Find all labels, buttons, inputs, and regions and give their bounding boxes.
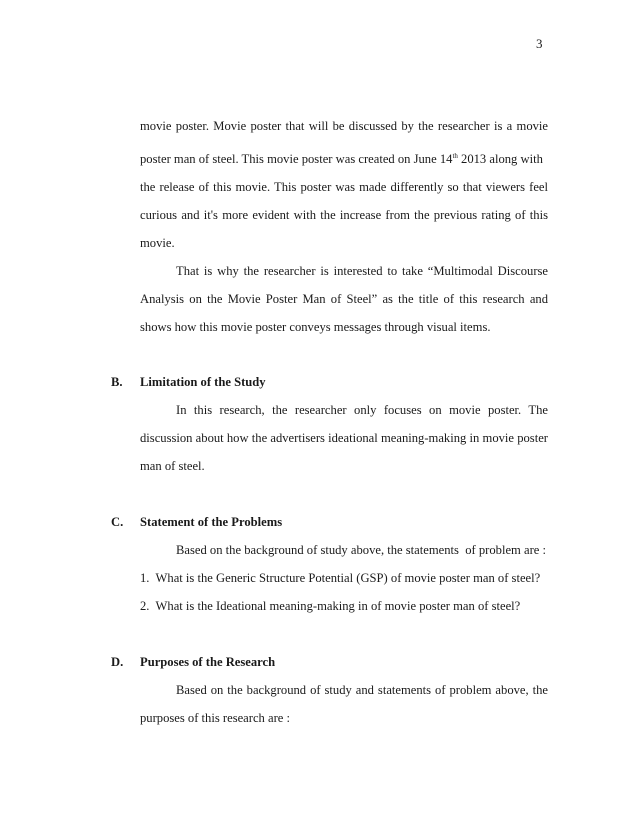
body-line-text: poster man of steel. This movie poster was created on June 14	[140, 152, 453, 166]
list-item: 2. What is the Ideational meaning-making in of movie poster man of steel?	[140, 599, 521, 613]
body-line: man of steel.	[140, 459, 205, 473]
section-title: Limitation of the Study	[140, 375, 266, 389]
body-line	[140, 152, 548, 167]
body-line: purposes of this research are :	[140, 711, 291, 725]
body-line: shows how this movie poster conveys messages through visual items.	[140, 320, 491, 334]
superscript: th	[452, 151, 458, 160]
section-title: Purposes of the Research	[140, 655, 276, 669]
body-line-tail: 2013 along with	[457, 152, 543, 166]
section-title: Statement of the Problems	[140, 515, 283, 529]
body-line: movie poster. Movie poster that will be discussed by the researcher is a movie	[140, 119, 548, 133]
body-line: discussion about how the advertisers ideational meaning-making in movie poster	[140, 431, 548, 445]
section-letter: D.	[111, 655, 124, 669]
body-line: Based on the background of study and statements of problem above, the	[176, 683, 548, 697]
body-line: Analysis on the Movie Poster Man of Steel” as the title of this research and	[140, 292, 548, 306]
list-item: 1. What is the Generic Structure Potential (GSP) of movie poster man of steel?	[140, 571, 541, 585]
page-number: 3	[536, 36, 543, 51]
body-line: Based on the background of study above, the statements of problem are :	[176, 543, 547, 557]
body-line: the release of this movie. This poster was made differently so that viewers feel	[140, 180, 548, 194]
body-line: movie.	[140, 236, 175, 250]
section-letter: C.	[111, 515, 124, 529]
body-line: In this research, the researcher only focuses on movie poster. The	[176, 403, 548, 417]
section-heading-d	[111, 655, 275, 670]
body-line: curious and it's more evident with the increase from the previous rating of this	[140, 208, 548, 222]
section-heading-c	[111, 515, 282, 530]
section-letter: B.	[111, 375, 123, 389]
section-heading-b	[111, 375, 266, 390]
body-line: That is why the researcher is interested to take “Multimodal Discourse	[176, 264, 548, 278]
